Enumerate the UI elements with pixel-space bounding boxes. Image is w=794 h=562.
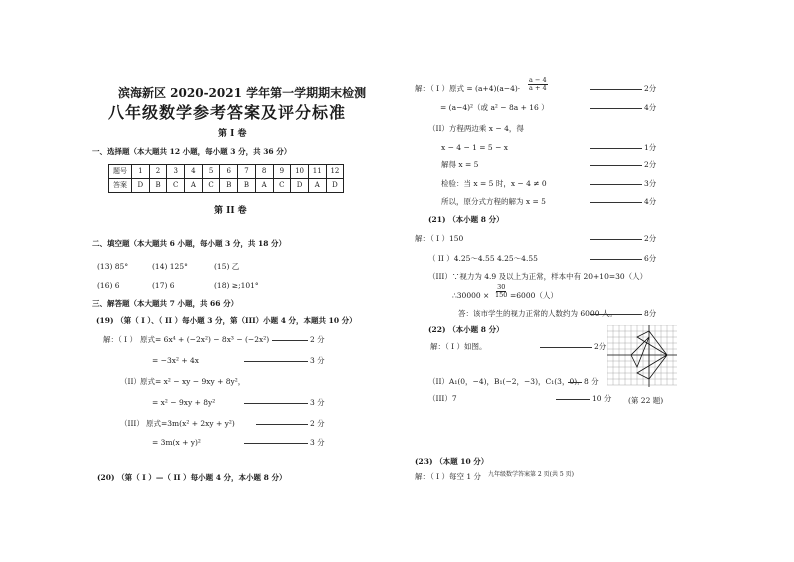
q20-part2-line4: 检验：当 x = 5 时，x − 4 ≠ 0	[441, 179, 547, 188]
q21-part3-line2a: ∴30000 ×	[452, 291, 490, 300]
answer-cell: A	[255, 179, 273, 193]
score-dash-line	[590, 108, 642, 109]
q20-part1-line1: 解：（ I ）原式 = (a+4)(a−4)·	[415, 84, 521, 93]
score-label: 2 分	[310, 335, 325, 344]
score-dash-line	[590, 259, 642, 260]
q19-part3-line2: = 3m(x + y)²	[152, 438, 201, 447]
question-number: 11	[308, 165, 326, 179]
q23-heading: (23) （本题 10 分）	[415, 457, 489, 466]
q22-part2: （II）A₁(0，−4)，B₁(−2，−3)，C₁(3，0)．	[428, 377, 585, 386]
q19-heading: (19) （第（ I ）、（ II ）每小题 3 分，第（III）小题 4 分，本题共 10 分）	[96, 316, 357, 325]
question-number: 10	[291, 165, 309, 179]
answer-table-header-row	[109, 165, 344, 179]
fraction-numerator: a − 4	[529, 76, 547, 84]
question-number: 2	[149, 165, 167, 179]
answer-cell: D	[326, 179, 344, 193]
q21-part2: （ II ）4.25～4.55 4.25～4.55	[428, 254, 538, 263]
score-dash-line	[256, 424, 308, 425]
score-label: 4分	[644, 197, 657, 206]
left-subtitle: 八年级数学参考答案及评分标准	[108, 103, 347, 122]
triangle-a2b2c2	[631, 337, 649, 367]
score-label: 2分	[644, 84, 657, 93]
q22-part3: （III）7	[428, 394, 457, 403]
fill-answer-17: (17) 6	[152, 281, 175, 290]
score-label: 2分	[644, 160, 657, 169]
fraction-denominator: 150	[495, 291, 508, 299]
fill-answer-16: (16) 6	[97, 281, 120, 290]
question-number: 7	[238, 165, 256, 179]
q19-part2-line1: 原式= x² − xy − 9xy + 8y²，	[140, 377, 246, 386]
q19-part1-line1: 原式= 6x⁴ + (−2x²) − 8x³ − (−2x²)	[140, 335, 270, 344]
q21-part3-line2b: =6000（人）	[510, 291, 558, 300]
score-dash-line	[590, 165, 642, 166]
fill-answer-15: (15) 乙	[214, 262, 240, 271]
score-dash-line	[590, 314, 642, 315]
q23-part1: 解：（ I ）每空 1 分	[415, 472, 482, 481]
answer-table	[108, 164, 344, 193]
q19-jie-label: 解：（ I ）	[103, 335, 137, 344]
table-header-label: 题号	[109, 165, 132, 179]
q21-heading: (21) （本小题 8 分）	[428, 215, 504, 224]
q20-part2-line1: （II）方程两边乘 x − 4，得	[428, 124, 524, 133]
section-3-heading: 三、解答题（本大题共 7 小题，共 66 分）	[92, 299, 239, 308]
question-number: 1	[132, 165, 150, 179]
score-dash-line	[590, 202, 642, 203]
q20-part2-line2: x − 4 − 1 = 5 − x	[441, 143, 508, 152]
q19-part2-label: （II）	[120, 377, 141, 386]
q19-part2-line2: = x² − 9xy + 8y²	[152, 398, 216, 407]
score-label: 3 分	[310, 356, 325, 365]
score-dash-line	[590, 89, 642, 90]
q20-part2-line3: 解得 x = 5	[441, 160, 479, 169]
section-1-heading: 一、选择题（本大题共 12 小题，每小题 3 分，共 36 分）	[92, 147, 292, 156]
fraction-denominator: a + 4	[529, 84, 547, 92]
q22-figure-caption: (第 22 题)	[628, 396, 664, 405]
question-number: 4	[185, 165, 203, 179]
q19-part1-line2: = −3x² + 4x	[152, 356, 200, 365]
score-dash-line	[244, 403, 308, 404]
q19-part3-line1: 原式=3m(x² + 2xy + y²)	[146, 419, 235, 428]
answer-cell: D	[132, 179, 150, 193]
q20-part1-line2: = (a−4)²（或 a² − 8a + 16 ）	[440, 103, 549, 112]
section-2-heading: 二、填空题（本大题共 6 小题，每小题 3 分，共 18 分）	[92, 239, 287, 248]
q22-part1: 解：（ I ）如图。	[430, 342, 487, 351]
q21-part3-line1: （III）∵视力为 4.9 及以上为正常，样本中有 20+10=30（人）	[428, 272, 648, 281]
score-label: 3 分	[310, 438, 325, 447]
answer-cell: B	[238, 179, 256, 193]
q20-heading: (20) （第（ I ）—（ II ）每小题 4 分，本小题 8 分）	[97, 473, 287, 482]
score-dash-line	[272, 340, 308, 341]
score-dash-line	[244, 361, 308, 362]
answer-cell: C	[273, 179, 291, 193]
score-label: 8 分	[584, 377, 599, 386]
score-dash-line	[590, 239, 642, 240]
score-dash-line	[590, 148, 642, 149]
score-label: 10 分	[592, 394, 612, 403]
question-number: 9	[273, 165, 291, 179]
fill-answer-13: (13) 85°	[97, 262, 129, 271]
volume-2-heading: 第 II 卷	[214, 206, 247, 216]
answer-table-answer-row	[109, 179, 344, 193]
score-label: 2分	[644, 234, 657, 243]
score-dash-line	[568, 382, 582, 383]
question-number: 5	[202, 165, 220, 179]
score-label: 4分	[644, 103, 657, 112]
answer-cell: A	[185, 179, 203, 193]
question-number: 12	[326, 165, 344, 179]
score-label: 3 分	[310, 398, 325, 407]
question-number: 3	[167, 165, 185, 179]
fill-answer-14: (14) 125°	[152, 262, 188, 271]
q21-part3-line3: 答：该市学生的视力正常的人数约为 6000 人。	[458, 309, 617, 318]
volume-1-heading: 第 I 卷	[218, 129, 247, 139]
q20-part2-line5: 所以，原分式方程的解为 x = 5	[441, 197, 546, 206]
left-title: 滨海新区 2020-2021 学年第一学期期末检测	[118, 86, 367, 100]
score-dash-line	[244, 443, 308, 444]
answer-cell: B	[149, 179, 167, 193]
page-footer: 九年级数学答案第 2 页(共 5 页)	[488, 471, 574, 478]
table-answer-label: 答案	[109, 179, 132, 193]
answer-cell: A	[308, 179, 326, 193]
fraction	[495, 284, 507, 299]
answer-cell: B	[220, 179, 238, 193]
score-label: 1分	[644, 143, 657, 152]
score-dash-line	[540, 347, 592, 348]
answer-cell: D	[291, 179, 309, 193]
q21-part1: 解：（ I ）150	[415, 234, 464, 243]
score-label: 6分	[644, 254, 657, 263]
answer-cell: C	[167, 179, 185, 193]
q22-heading: (22) （本小题 8 分）	[428, 325, 504, 334]
q22-coordinate-figure	[607, 325, 677, 387]
q19-part3-label: （III）	[120, 419, 144, 428]
score-label: 3分	[644, 179, 657, 188]
score-dash-line	[556, 399, 590, 400]
score-label: 2分	[594, 342, 607, 351]
fraction-numerator: 30	[497, 283, 506, 291]
fraction	[528, 77, 548, 92]
score-label: 8分	[644, 309, 657, 318]
score-dash-line	[590, 184, 642, 185]
answer-cell: C	[202, 179, 220, 193]
score-label: 2 分	[310, 419, 325, 428]
question-number: 8	[255, 165, 273, 179]
fill-answer-18: (18) ≥;101°	[214, 281, 259, 290]
question-number: 6	[220, 165, 238, 179]
